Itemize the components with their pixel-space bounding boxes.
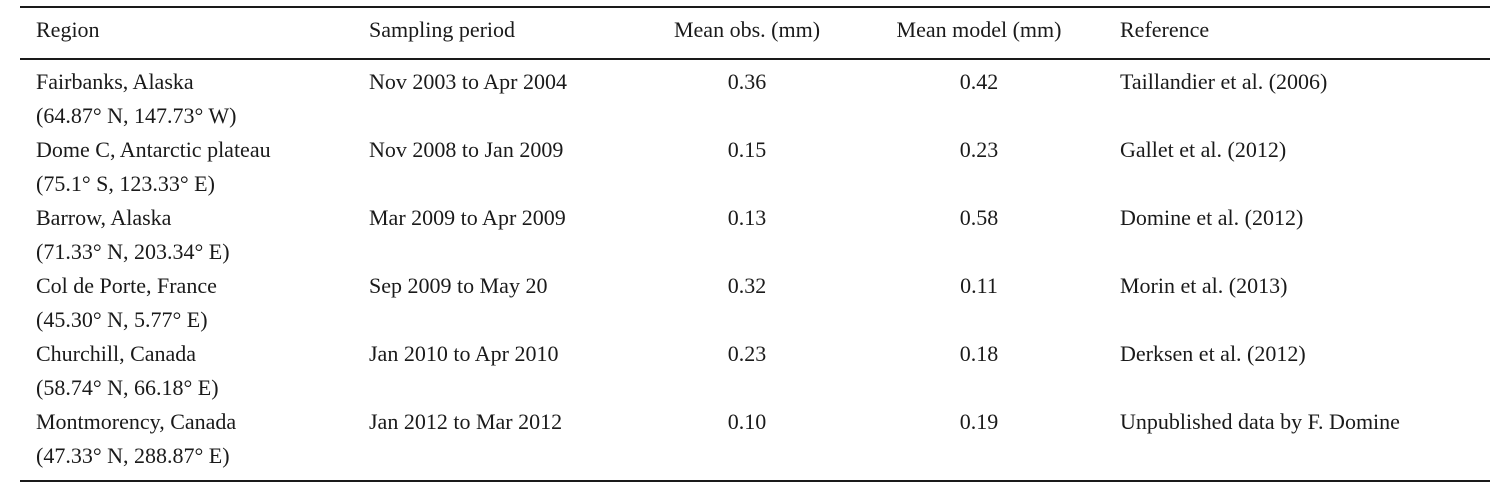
mean-model-value: 0.19: [959, 409, 999, 434]
mean-model-value: 0.11: [960, 273, 998, 298]
table-row: [0, 66, 1491, 134]
mean-obs-value: 0.32: [727, 273, 767, 298]
region-coordinates: (75.1° S, 123.33° E): [36, 171, 215, 196]
mean-model-value: 0.42: [959, 69, 999, 94]
header-mean-model: Mean model (mm): [896, 17, 1062, 42]
sampling-period: Nov 2003 to Apr 2004: [369, 69, 567, 94]
reference: Unpublished data by F. Domine: [1120, 409, 1400, 434]
table-header-rule: [20, 58, 1490, 60]
region-name: Dome C, Antarctic plateau: [36, 137, 271, 162]
mean-model-value: 0.18: [959, 341, 999, 366]
region-name: Barrow, Alaska: [36, 205, 172, 230]
region-coordinates: (45.30° N, 5.77° E): [36, 307, 208, 332]
reference: Taillandier et al. (2006): [1120, 69, 1328, 94]
region-name: Churchill, Canada: [36, 341, 197, 366]
region-coordinates: (58.74° N, 66.18° E): [36, 375, 219, 400]
region-name: Montmorency, Canada: [36, 409, 237, 434]
mean-obs-value: 0.13: [727, 205, 767, 230]
region-coordinates: (47.33° N, 288.87° E): [36, 443, 230, 468]
reference: Domine et al. (2012): [1120, 205, 1304, 230]
sampling-period: Sep 2009 to May 20: [369, 273, 548, 298]
mean-model-value: 0.23: [959, 137, 999, 162]
mean-obs-value: 0.10: [727, 409, 767, 434]
sampling-period: Mar 2009 to Apr 2009: [369, 205, 566, 230]
reference: Gallet et al. (2012): [1120, 137, 1287, 162]
header-reference: Reference: [1120, 17, 1210, 42]
reference: Derksen et al. (2012): [1120, 341, 1306, 366]
table-top-rule: [20, 6, 1490, 8]
mean-obs-value: 0.23: [727, 341, 767, 366]
sampling-period: Jan 2012 to Mar 2012: [369, 409, 563, 434]
header-region: Region: [36, 17, 100, 42]
table-row: [0, 406, 1491, 474]
header-mean-obs: Mean obs. (mm): [673, 17, 821, 42]
mean-obs-value: 0.15: [727, 137, 767, 162]
sampling-period: Jan 2010 to Apr 2010: [369, 341, 559, 366]
region-name: Fairbanks, Alaska: [36, 69, 194, 94]
sampling-period: Nov 2008 to Jan 2009: [369, 137, 564, 162]
header-sampling-period: Sampling period: [369, 17, 516, 42]
table-row: [0, 134, 1491, 202]
region-name: Col de Porte, France: [36, 273, 217, 298]
table-row: [0, 270, 1491, 338]
table-row: [0, 338, 1491, 406]
mean-obs-value: 0.36: [727, 69, 767, 94]
table-bottom-rule: [20, 480, 1490, 482]
region-coordinates: (64.87° N, 147.73° W): [36, 103, 237, 128]
reference: Morin et al. (2013): [1120, 273, 1288, 298]
region-coordinates: (71.33° N, 203.34° E): [36, 239, 230, 264]
table-row: [0, 202, 1491, 270]
mean-model-value: 0.58: [959, 205, 999, 230]
